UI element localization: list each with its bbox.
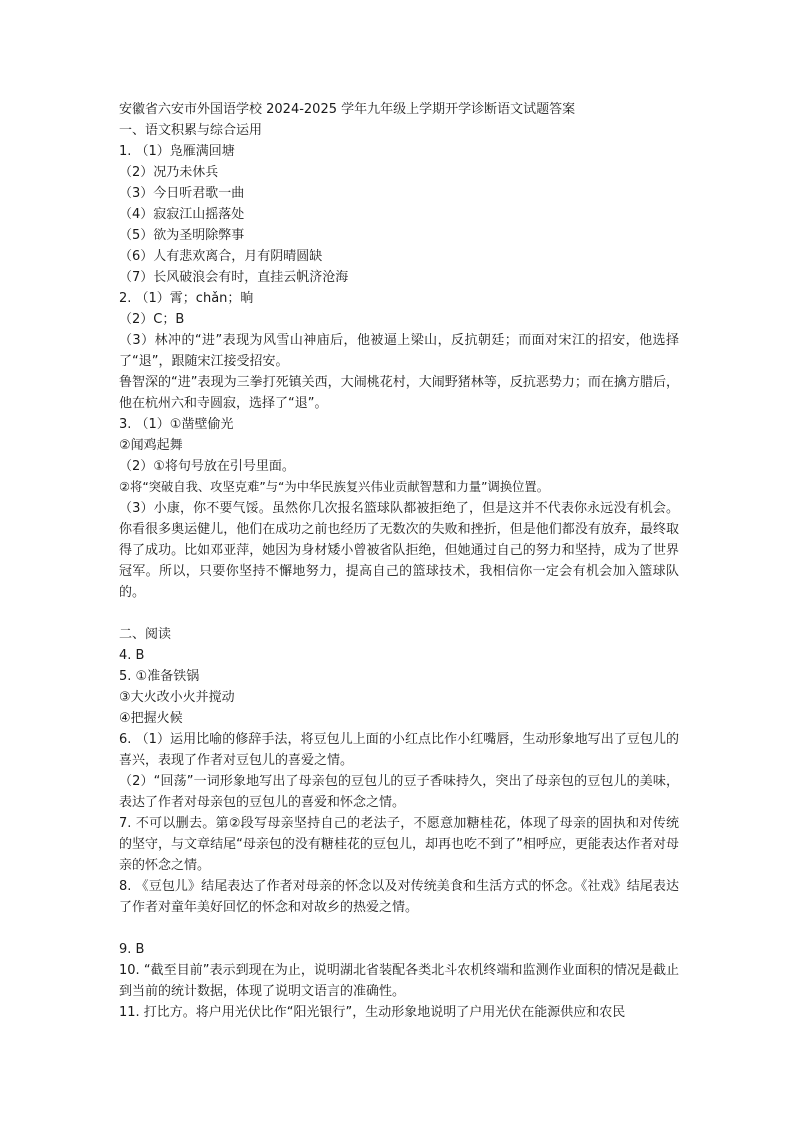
q5-line-3: ④把握火候 [119,711,183,726]
q4-answer: 4. B [119,648,145,663]
q6-answer-1: 6. （1）运用比喻的修辞手法，将豆包儿上面的小红点比作小红嘴唇，生动形象地写出了豆包儿的喜兴，表现了作者对豆包儿的喜爱之情。 [119,732,679,768]
q3-answer-paragraph: （3）小康，你不要气馁。虽然你几次报名篮球队都被拒绝了，但是这并不代表你永远没有机会。你看很多奥运健儿，他们在成功之前也经历了无数次的失败和挫折，但是他们都没有放弃，最终取得了成功。比如邓亚萍，她因为身材矮小曾被省队拒绝，但她通过自己的努力和坚持，成为了世界冠军。所以，只要你坚持不懈地努力，提高自己的篮球技术，我相信你一定会有机会加入篮球队的。 [119,501,679,600]
q1-line-7: （7）长风破浪会有时，直挂云帆济沧海 [119,270,349,285]
q1-line-4: （4）寂寂江山摇落处 [119,207,245,222]
q1-line-6: （6）人有悲欢离合，月有阴晴圆缺 [119,249,323,264]
q5-line-1: 5. ①准备铁锅 [119,669,200,684]
q1-line-3: （3）今日听君歌一曲 [119,186,245,201]
q2-answer-lin-chong: （3）林冲的“进”表现为风雪山神庙后，他被逼上梁山，反抗朝廷；而面对宋江的招安，他选择了“退”，跟随宋江接受招安。 [119,333,679,369]
q1-line-1: 1. （1）凫雁满回塘 [119,144,235,159]
question-5 [119,666,679,729]
q10-answer: 10. “截至目前”表示到现在为止，说明湖北省装配各类北斗农机终端和监测作业面积的情况是截止到当前的统计数据，体现了说明文语言的准确性。 [119,963,679,999]
q6-answer-2: （2）“回荡”一词形象地写出了母亲包的豆包儿的豆子香味持久，突出了母亲包的豆包儿的美味，表达了作者对母亲包的豆包儿的喜爱和怀念之情。 [119,774,679,810]
q7-answer: 7. 不可以删去。第②段写母亲坚持自己的老法子，不愿意加糖桂花，体现了母亲的固执和对传统的坚守，与文章结尾“母亲包的没有糖桂花的豆包儿，却再也吃不到了”相呼应，更能表达作者对母亲的怀念之情。 [119,816,679,873]
q3-line-1: 3. （1）①凿壁偷光 [119,417,234,432]
q3-line-3: （2）①将句号放在引号里面。 [119,459,295,474]
q8-answer: 8. 《豆包儿》结尾表达了作者对母亲的怀念以及对传统美食和生活方式的怀念。《社戏》结尾表达了作者对童年美好回忆的怀念和对故乡的热爱之情。 [119,879,679,915]
spacer [119,918,679,939]
q5-line-2: ③大火改小火并搅动 [119,690,235,705]
q9-answer: 9. B [119,942,145,957]
question-3 [119,414,679,603]
question-2 [119,288,679,414]
q2-line-2: （2）C；B [119,312,185,327]
q11-answer: 11. 打比方。将户用光伏比作“阳光银行”，生动形象地说明了户用光伏在能源供应和农民 [119,1005,626,1020]
section-heading-1: 一、语文积累与综合运用 [119,123,263,138]
question-1 [119,141,679,288]
q2-line-1: 2. （1）霄；chǎn；晌 [119,291,254,306]
q2-answer-lu-zhishen: 鲁智深的“进”表现为三拳打死镇关西，大闹桃花村，大闹野猪林等，反抗恶势力；而在擒方腊后，他在杭州六和寺圆寂，选择了“退”。 [119,375,679,411]
spacer [119,603,679,624]
q1-line-2: （2）况乃未休兵 [119,165,219,180]
q3-line-4: ②将“突破自我、攻坚克难”与“为中华民族复兴伟业贡献智慧和力量”调换位置。 [119,480,550,494]
question-6 [119,729,679,813]
section-heading-2: 二、阅读 [119,627,172,642]
q3-line-2: ②闻鸡起舞 [119,438,183,453]
document-title: 安徽省六安市外国语学校 2024-2025 学年九年级上学期开学诊断语文试题答案 [119,102,576,117]
answer-content [119,99,679,1023]
q1-line-5: （5）欲为圣明除弊事 [119,228,245,243]
